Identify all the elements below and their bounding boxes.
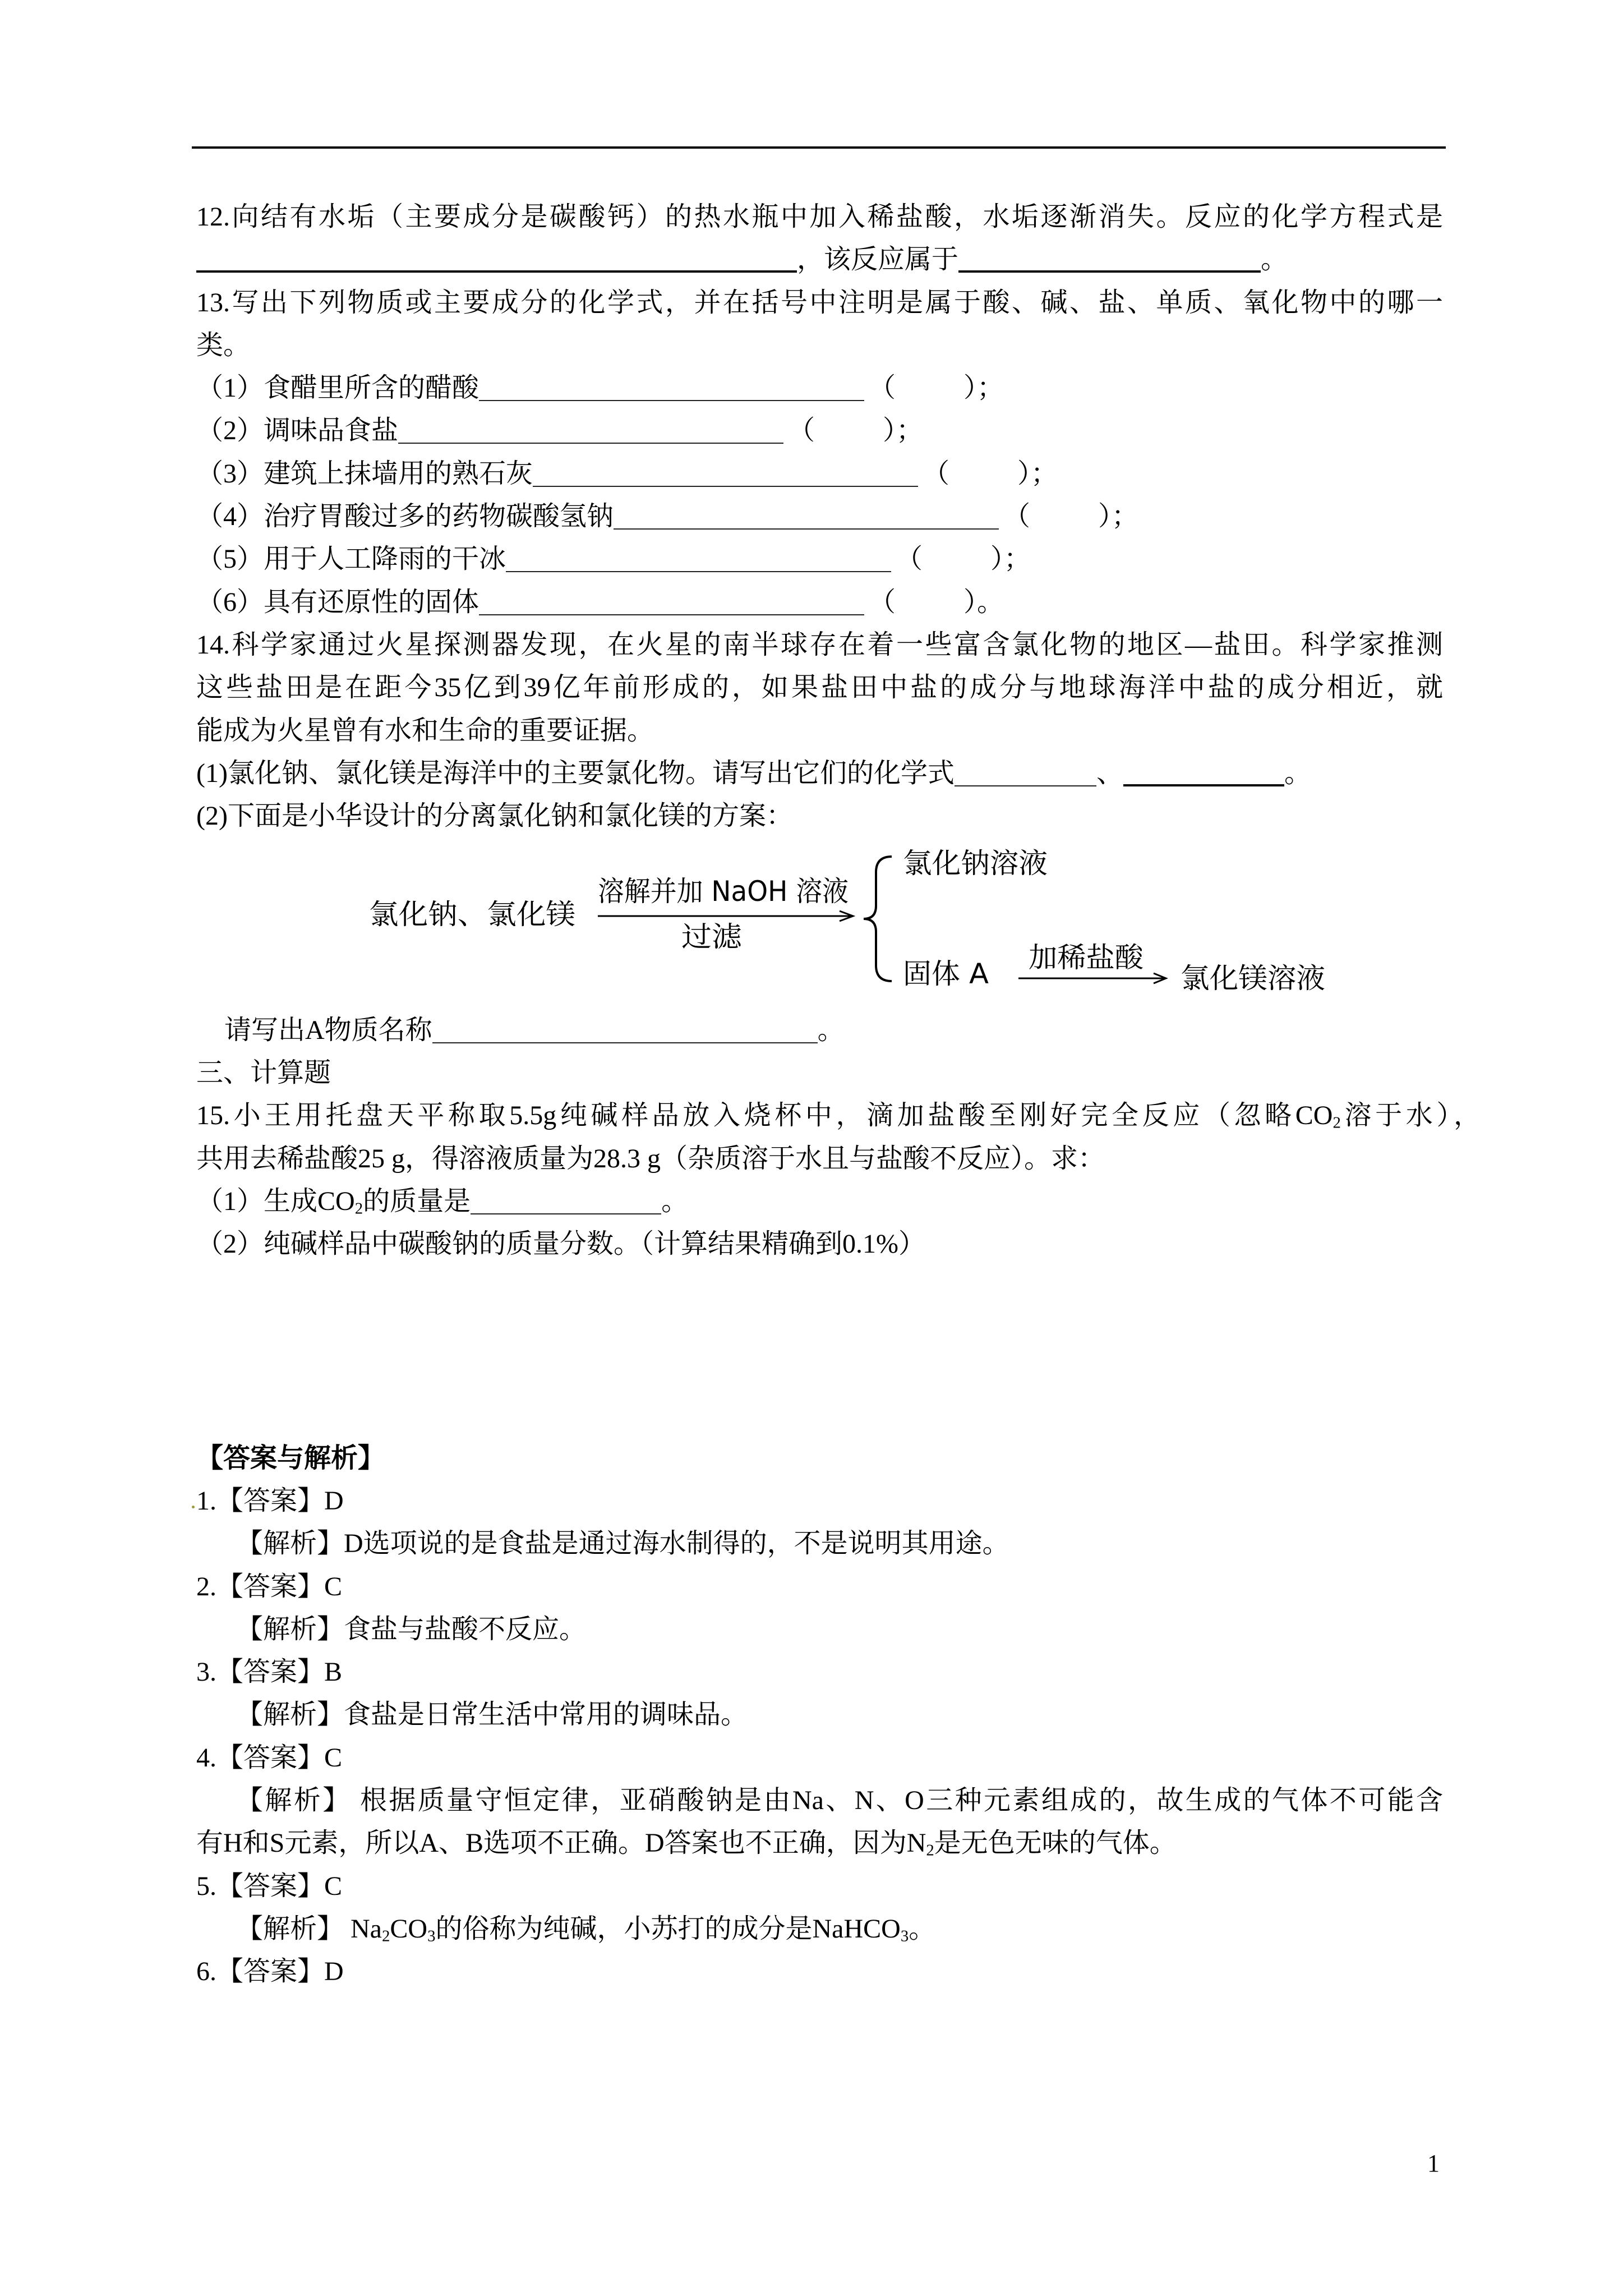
question-14-line-2: 这些盐田是在距今35亿到39亿年前形成的，如果盐田中盐的成分与地球海洋中盐的成分相近，就 [196,673,1443,703]
text-segment: 15.小王用托盘天平称取5.5g纯碱样品放入烧杯中，滴加盐酸至刚好完全反应（忽略CO [196,1101,1333,1131]
part-text: (1)氯化钠、氯化镁是海洋中的主要氯化物。请写出它们的化学式 [196,758,955,788]
item-label: （3）建筑上抹墙用的熟石灰 [196,458,533,489]
question-15-part-2: （2）纯碱样品中碳酸钠的质量分数。（计算结果精确到0.1%） [196,1229,925,1259]
scheme-start: 氯化钠、氯化镁 [369,898,575,931]
paren-close: ）； [990,544,1031,574]
question-13-line-2: 类。 [196,330,251,360]
scheme-step1-sublabel: 过滤 [681,921,743,954]
scheme-branch-bottom: 固体 A [903,958,989,991]
text-segment: CO [390,1913,428,1944]
answer-blank [196,249,797,273]
subscript: 2 [926,1841,934,1860]
analysis-2: 【解析】食盐与盐酸不反应。 [236,1614,587,1644]
question-14-part-2: (2)下面是小华设计的分离氯化钠和氯化镁的方案： [196,801,793,831]
answer-blank [479,379,864,401]
paren-open: （ [869,373,896,403]
paren-close: ）； [883,416,924,446]
question-13-item [196,581,1443,624]
spacer [196,1351,1443,1394]
question-13-line-1: 13.写出下列物质或主要成分的化学式，并在括号中注明是属于酸、碱、盐、单质、氧化物中的哪一 [196,287,1443,318]
separation-scheme-diagram [196,838,1443,1009]
question-15-line-2: 共用去稀盐酸25 g，得溶液质量为28.3 g（杂质溶于水且与盐酸不反应）。求： [196,1143,1105,1174]
question-12-end: 。 [1261,245,1288,275]
page-body [196,196,1481,1993]
paren-open: （ [896,544,923,574]
answer-blank [506,550,891,572]
paren-close: ）； [1017,458,1058,489]
answer-1 [196,1480,1443,1522]
question-14-line-3: 能成为火星曾有水和生命的重要证据。 [196,715,654,746]
item-label: （1）食醋里所含的醋酸 [196,373,479,403]
spacer [196,1394,1443,1437]
subscript: 2 [381,1927,390,1945]
scheme-step1-label: 溶解并加 NaOH 溶液 [598,875,849,908]
answer-blank [471,1192,661,1214]
answer-blank [614,507,999,530]
margin-dot [192,1506,195,1508]
paren-open: （ [923,458,950,489]
answer-blank [479,593,864,615]
item-label: （5）用于人工降雨的干冰 [196,544,506,574]
answer-text: 1.【答案】D [196,1485,344,1516]
text-segment: 溶于水）， [1340,1101,1481,1131]
answer-blank [955,764,1096,786]
text-segment: 的俗称为纯碱，小苏打的成分是NaHCO [435,1913,901,1944]
part-end: 。 [661,1186,689,1216]
answer-blank [1123,763,1284,786]
page-number: 1 [1427,2150,1440,2177]
answer-blank [432,1021,818,1043]
answer-2: 2.【答案】C [196,1571,343,1602]
part-end: 。 [1284,758,1312,788]
section-title: 三、计算题 [196,1057,331,1088]
separator: 、 [1096,758,1123,788]
analysis-1: 【解析】D选项说的是食盐是通过海水制得的，不是说明其用途。 [236,1529,1009,1559]
answers-heading: 【答案与解析】 [196,1443,385,1473]
subscript: 3 [900,1927,909,1945]
question-13-item [196,538,1443,581]
question-15-part-1 [196,1180,1443,1223]
paren-open: （ [869,587,896,617]
subscript: 2 [354,1199,363,1218]
scheme-step2-label: 加稀盐酸 [1029,941,1145,974]
text-segment: 是无色无味的气体。 [934,1828,1177,1858]
question-12-line-1: 12.向结有水垢（主要成分是碳酸钙）的热水瓶中加入稀盐酸，水垢逐渐消失。反应的化学方程式是 [196,202,1443,232]
paren-open: （ [788,416,815,446]
scheme-branch-top: 氯化钠溶液 [903,847,1048,880]
spacer [196,1309,1443,1351]
paren-close: ）。 [963,587,1004,617]
text-segment: 。 [909,1913,936,1944]
header-rule [192,146,1446,149]
question-13-item [196,409,1443,452]
part-text: 请写出A物质名称 [224,1015,432,1045]
answer-4: 4.【答案】C [196,1742,343,1773]
answer-5: 5.【答案】C [196,1871,343,1901]
spacer [196,1266,1443,1308]
answer-6: 6.【答案】D [196,1957,344,1987]
item-label: （4）治疗胃酸过多的药物碳酸氢钠 [196,501,614,532]
subscript: 3 [427,1927,436,1945]
brace-icon [864,857,892,981]
item-label: （6）具有还原性的固体 [196,587,479,617]
paren-open: （ [1003,501,1031,532]
answer-blank [533,464,918,487]
question-14-part-1 [196,752,1443,795]
answer-blank [958,249,1261,273]
scheme-svg [0,838,1623,1009]
answer-blank [398,421,783,444]
text-segment: 有H和S元素，所以A、B选项不正确。D答案也不正确，因为N [196,1828,926,1858]
analysis-3: 【解析】食盐是日常生活中常用的调味品。 [236,1700,748,1730]
text-segment: （1）生成CO [196,1186,355,1216]
analysis-4-line-2 [196,1822,1443,1865]
analysis-4-line-1: 【解析】 根据质量守恒定律，亚硝酸钠是由Na、N、O三种元素组成的，故生成的气体不可能含 [236,1785,1443,1815]
item-label: （2）调味品食盐 [196,416,399,446]
text-segment: 【解析】 Na [236,1913,382,1944]
paren-close: ）； [1098,501,1139,532]
question-15-line-1 [196,1094,1481,1137]
analysis-5 [196,1908,1443,1950]
part-end: 。 [817,1015,845,1045]
answer-3: 3.【答案】B [196,1657,343,1687]
text-segment: 的质量是 [363,1186,471,1216]
paren-close: ）； [963,373,1004,403]
scheme-final: 氯化镁溶液 [1181,962,1325,995]
question-14-line-1: 14.科学家通过火星探测器发现，在火星的南半球存在着一些富含氯化物的地区—盐田。科学家推测 [196,629,1443,660]
question-13-item [196,367,1443,409]
question-14-part-3 [196,1009,1443,1052]
question-13-item [196,453,1443,495]
question-12-line-2 [196,238,1443,281]
question-12-text: ，该反应属于 [797,245,959,275]
subscript: 2 [1332,1114,1341,1132]
question-13-item [196,495,1443,538]
